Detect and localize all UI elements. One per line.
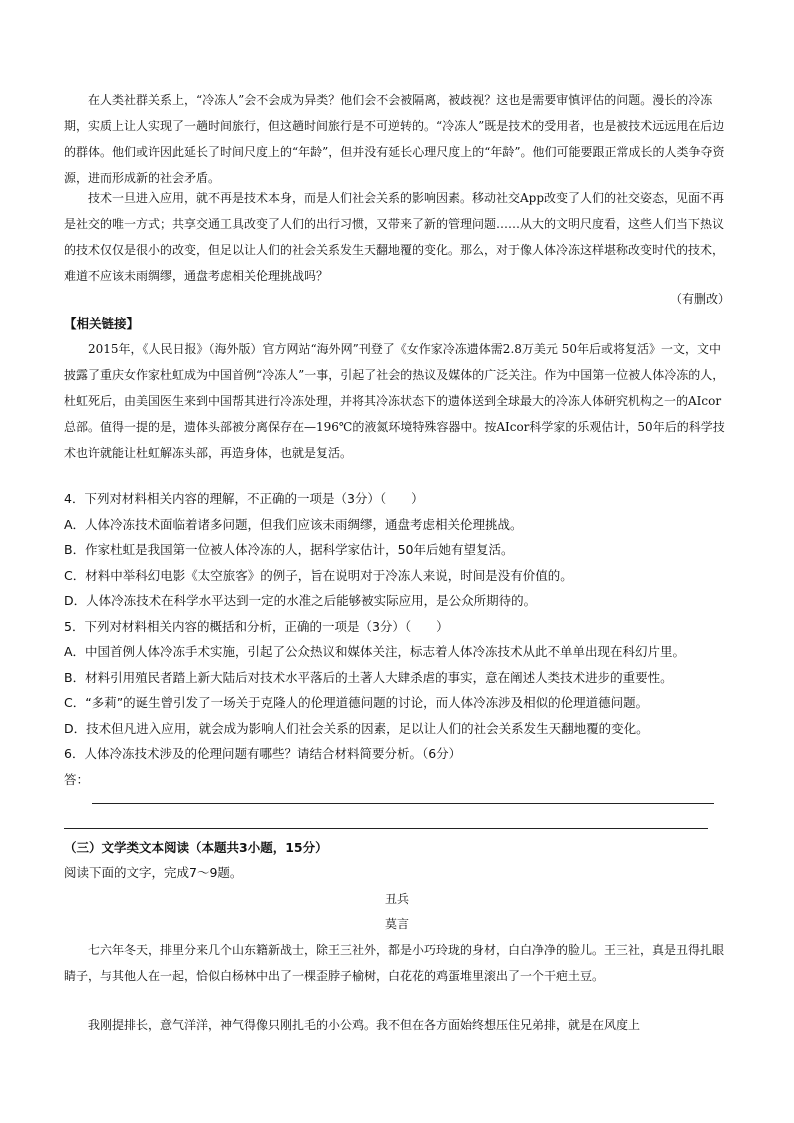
question-5-option-b: B．材料引用殖民者踏上新大陆后对技术水平落后的土著人大肆杀虐的事实，意在阐述人类技术进步的重要性。 xyxy=(64,669,673,685)
question-6: 6．人体冷冻技术涉及的伦理问题有哪些？请结合材料简要分析。（6分） xyxy=(64,746,462,761)
question-5: 5．下列对材料相关内容的概括和分析，正确的一项是（3分）（ ） xyxy=(64,618,449,634)
source-note: （有删改） xyxy=(669,292,730,306)
answer-label: 答： xyxy=(64,771,90,787)
related-link-text: 2015年，《人民日报》（海外版）官方网站“海外网”刊登了《女作家冷冻遗体需2.8万美元 50年后或将复活》一文，文中披露了重庆女作家杜虹成为中国首例“冷冻人”一事，引起了社会的热议及媒体的广泛关注。作为中国第一位被人体冷冻的人，杜虹死后，由美国医生来到中国帮其进行冷冻处理，并将其冷冻状态下的遗体送到全球最大的冷冻人体研究机构之一的AIcor总部。值得一提的是，遗体头部被分离保存在—196℃的液氮环境特殊容器中。按AIcor科学家的乐观估计，50年后的科学技术也许就能让杜虹解冻头部，再造身体，也就是复活。 xyxy=(64,342,725,460)
related-link-heading: 【相关链接】 xyxy=(64,316,140,331)
answer-line-1[interactable] xyxy=(92,803,714,804)
passage-paragraph-2: 技术一旦进入应用，就不再是技术本身，而是人们社会关系的影响因素。移动社交App改变了人们的社交姿态，见面不再是社交的唯一方式；共享交通工具改变了人们的出行习惯，又带来了新的管理问题……从大的文明尺度看，这些人们当下热议的技术仅仅是很小的改变，但足以让人们的社会关系发生天翻地覆的变化。那么，对于像人体冷冻这样堪称改变时代的技术，难道不应该未雨绸缪，通盘考虑相关伦理挑战吗？ xyxy=(64,191,725,283)
section-3-heading: （三）文学类文本阅读（本题共3小题，15分） xyxy=(64,840,328,855)
question-4-option-b: B．作家杜虹是我国第一位被人体冷冻的人，据科学家估计，50年后她有望复活。 xyxy=(64,542,514,557)
story-author: 莫言 xyxy=(384,917,409,931)
section-3-instruction: 阅读下面的文字，完成7～9题。 xyxy=(64,865,243,880)
question-4-option-a: A．人体冷冻技术面临着诸多问题，但我们应该未雨绸缪，通盘考虑相关伦理挑战。 xyxy=(64,516,523,532)
passage-paragraph-1: 在人类社群关系上，“冷冻人”会不会成为异类？他们会不会被隔离，被歧视？这也是需要审慎评估的问题。漫长的冷冻期，实质上让人实现了一趟时间旅行，但这趟时间旅行是不可逆转的。“冷冻人”既是技术的受用者，也是被技术远远甩在后边的群体。他们或许因此延长了时间尺度上的“年龄”，但并没有延长心理尺度上的“年龄”。他们可能要跟正常成长的人类争夺资源，进而形成新的社会矛盾。 xyxy=(64,93,725,185)
question-4-option-d: D．人体冷冻技术在科学水平达到一定的水准之后能够被实际应用，是公众所期待的。 xyxy=(64,593,537,608)
question-5-option-a: A．中国首例人体冷冻手术实施，引起了公众热议和媒体关注，标志着人体冷冻技术从此不单单出现在科幻片里。 xyxy=(64,644,686,659)
question-block xyxy=(64,486,730,792)
question-4: 4．下列对材料相关内容的理解，不正确的一项是（3分）（ ） xyxy=(64,491,424,506)
story-paragraph-2: 我刚提排长，意气洋洋，神气得像只刚扎毛的小公鸡。我不但在各方面始终想压住兄弟排，就是在风度上 xyxy=(88,1018,641,1032)
story-title: 丑兵 xyxy=(384,892,409,906)
answer-line-2[interactable] xyxy=(64,828,708,829)
story-paragraph-1: 七六年冬天，排里分来几个山东籍新战士，除王三社外，都是小巧玲珑的身材，白白净净的脸儿。王三社，真是丑得扎眼睛子，与其他人在一起，恰似白杨林中出了一棵歪脖子榆树，白花花的鸡蛋堆里滚出了一个干疤土豆。 xyxy=(64,943,725,983)
question-4-option-c: C．材料中举科幻电影《太空旅客》的例子，旨在说明对于冷冻人来说，时间是没有价值的。 xyxy=(64,567,573,583)
question-5-option-c: C．“多莉”的诞生曾引发了一场关于克隆人的伦理道德问题的讨论，而人体冷冻涉及相似的伦理道德问题。 xyxy=(64,695,649,710)
question-5-option-d: D．技术但凡进入应用，就会成为影响人们社会关系的因素，足以让人们的社会关系发生天翻地覆的变化。 xyxy=(64,720,649,736)
